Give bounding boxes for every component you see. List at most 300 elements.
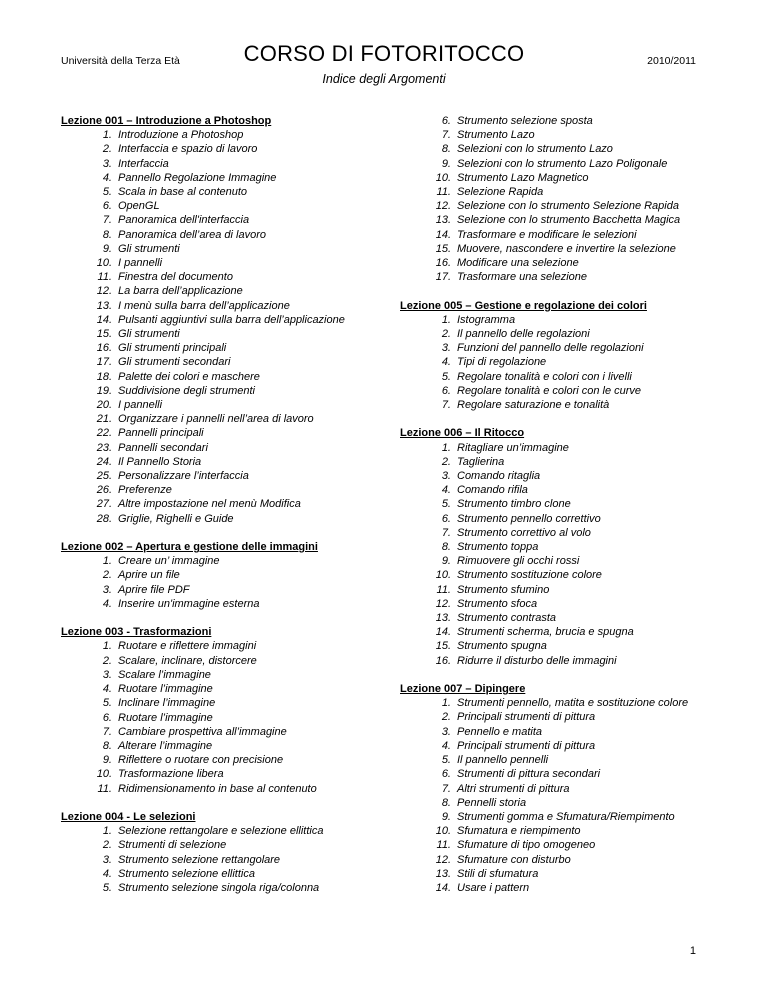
item-number: 4. <box>102 171 112 184</box>
item-number: 18. <box>96 370 112 383</box>
list-item <box>400 242 720 256</box>
item-text: Ridimensionamento in base al contenuto <box>118 782 317 795</box>
item-text: Selezione Rapida <box>457 186 544 199</box>
item-text: I pannelli <box>118 257 163 270</box>
item-text: Tipi di regolazione <box>457 356 547 369</box>
lesson-section <box>61 810 381 895</box>
list-item <box>400 512 720 526</box>
item-number: 4. <box>102 867 112 880</box>
topic-list <box>400 441 720 668</box>
item-text: Gli strumenti <box>118 242 180 255</box>
item-number: 13. <box>435 612 451 625</box>
item-number: 8. <box>441 143 451 156</box>
item-number: 15. <box>435 242 451 255</box>
institution-name: Università della Terza Età <box>61 55 180 67</box>
item-number: 10. <box>435 825 451 838</box>
item-number: 2. <box>102 569 112 582</box>
list-item <box>61 284 381 298</box>
item-number: 8. <box>102 228 112 241</box>
list-item <box>61 568 381 582</box>
list-item <box>61 767 381 781</box>
list-item <box>400 654 720 668</box>
list-item <box>61 867 381 881</box>
item-text: Rimuovere gli occhi rossi <box>457 555 580 568</box>
item-text: I menù sulla barra dell’applicazione <box>118 299 290 312</box>
item-text: Istogramma <box>457 313 516 326</box>
item-text: Usare i pattern <box>457 881 530 894</box>
list-item <box>61 739 381 753</box>
topic-list <box>61 128 381 526</box>
item-text: Pannelli secondari <box>118 441 208 454</box>
list-item <box>400 639 720 653</box>
item-number: 7. <box>441 526 451 539</box>
item-number: 7. <box>102 725 112 738</box>
item-text: Selezione rettangolare e selezione ellittica <box>118 825 324 838</box>
list-item <box>61 469 381 483</box>
list-item <box>400 710 720 724</box>
topic-list <box>61 639 381 795</box>
list-item <box>400 370 720 384</box>
item-number: 6. <box>441 512 451 525</box>
item-text: Scala in base al contenuto <box>118 186 248 199</box>
item-number: 20. <box>96 399 112 412</box>
item-text: Strumenti gomma e Sfumatura/Riempimento <box>457 810 675 823</box>
item-text: Stili di sfumatura <box>457 867 539 880</box>
item-text: Strumento selezione rettangolare <box>118 853 281 866</box>
list-item <box>400 497 720 511</box>
item-number: 11. <box>436 583 451 596</box>
item-text: Muovere, nascondere e invertire la selezione <box>457 242 676 255</box>
list-item <box>61 313 381 327</box>
item-text: Strumenti di pittura secondari <box>457 768 601 781</box>
list-item <box>400 853 720 867</box>
item-text: Sfumature di tipo omogeneo <box>457 839 596 852</box>
item-number: 9. <box>102 242 112 255</box>
item-text: Strumenti scherma, brucia e spugna <box>457 626 634 639</box>
item-text: Palette dei colori e maschere <box>118 370 260 383</box>
list-item <box>61 782 381 796</box>
item-number: 5. <box>102 697 112 710</box>
list-item <box>400 753 720 767</box>
item-text: Strumento correttivo al volo <box>457 526 591 539</box>
item-text: Strumento toppa <box>457 541 539 554</box>
lesson-section <box>61 540 381 611</box>
list-item <box>61 299 381 313</box>
item-text: Modificare una selezione <box>457 257 579 270</box>
list-item <box>61 597 381 611</box>
item-text: Strumento selezione ellittica <box>118 867 255 880</box>
list-item <box>61 185 381 199</box>
item-text: Panoramica dell’area di lavoro <box>118 228 266 241</box>
item-number: 7. <box>441 782 451 795</box>
item-text: Gli strumenti secondari <box>118 356 231 369</box>
item-text: Inclinare l’immagine <box>118 697 216 710</box>
item-number: 7. <box>102 214 112 227</box>
item-number: 4. <box>441 484 451 497</box>
item-number: 1. <box>102 129 112 142</box>
item-number: 2. <box>102 143 112 156</box>
item-text: I pannelli <box>118 399 163 412</box>
item-number: 21. <box>96 413 112 426</box>
topic-list <box>400 313 720 412</box>
topic-list <box>400 696 720 895</box>
item-text: Alterare l’immagine <box>118 739 213 752</box>
item-number: 7. <box>441 399 451 412</box>
item-text: Altri strumenti di pittura <box>457 782 570 795</box>
item-text: Interfaccia <box>118 157 169 170</box>
item-number: 1. <box>102 825 112 838</box>
lesson-section <box>61 625 381 795</box>
item-number: 1. <box>441 313 451 326</box>
item-number: 12. <box>96 285 112 298</box>
item-number: 15. <box>96 328 112 341</box>
list-item <box>400 128 720 142</box>
item-text: Il Pannello Storia <box>118 455 202 468</box>
list-item <box>400 142 720 156</box>
list-item <box>61 654 381 668</box>
list-item <box>61 753 381 767</box>
item-number: 7. <box>441 129 451 142</box>
lesson-title: Lezione 002 – Apertura e gestione delle immagini <box>61 541 318 554</box>
item-text: La barra dell’applicazione <box>118 285 243 298</box>
item-number: 2. <box>441 455 451 468</box>
item-number: 9. <box>441 810 451 823</box>
item-text: Comando rifila <box>457 484 528 497</box>
item-number: 27. <box>96 498 112 511</box>
item-text: Strumento selezione sposta <box>457 115 593 127</box>
topic-list <box>61 554 381 611</box>
list-item <box>61 838 381 852</box>
item-number: 1. <box>102 555 112 568</box>
list-item <box>61 639 381 653</box>
item-text: Strumento Lazo <box>457 129 535 142</box>
item-text: Strumento pennello correttivo <box>457 512 601 525</box>
list-item <box>61 554 381 568</box>
item-text: Strumenti pennello, matita e sostituzione colore <box>457 697 689 710</box>
item-text: Regolare tonalità e colori con le curve <box>457 384 642 397</box>
item-text: Strumento sfoca <box>457 597 538 610</box>
item-text: Strumento selezione singola riga/colonna <box>118 881 320 894</box>
item-number: 16. <box>96 342 112 355</box>
item-number: 9. <box>441 157 451 170</box>
list-item <box>400 313 720 327</box>
list-item <box>61 341 381 355</box>
item-text: Personalizzare l’interfaccia <box>118 470 249 483</box>
item-number: 16. <box>435 654 451 667</box>
item-number: 1. <box>441 697 451 710</box>
item-text: Selezioni con lo strumento Lazo <box>457 143 613 156</box>
item-number: 13. <box>96 299 112 312</box>
list-item <box>61 824 381 838</box>
list-item <box>61 441 381 455</box>
list-item <box>400 398 720 412</box>
item-number: 1. <box>102 640 112 653</box>
list-item <box>400 725 720 739</box>
item-number: 11. <box>436 839 451 852</box>
item-text: Ruotare l’immagine <box>118 683 213 696</box>
list-item <box>61 881 381 895</box>
list-item <box>400 782 720 796</box>
list-item <box>61 142 381 156</box>
item-text: Scalare l’immagine <box>118 668 211 681</box>
item-number: 5. <box>102 186 112 199</box>
list-item <box>400 625 720 639</box>
list-item <box>400 867 720 881</box>
item-text: Interfaccia e spazio di lavoro <box>118 143 258 156</box>
list-item <box>61 583 381 597</box>
document-title: CORSO DI FOTORITOCCO <box>243 41 525 66</box>
item-number: 4. <box>102 597 112 610</box>
list-item <box>400 696 720 710</box>
item-text: Ridurre il disturbo delle immagini <box>457 654 617 667</box>
list-item <box>400 441 720 455</box>
item-text: Strumento spugna <box>457 640 547 653</box>
lesson-title: Lezione 006 – Il Ritocco <box>400 427 525 440</box>
item-number: 3. <box>441 342 451 355</box>
item-number: 10. <box>435 569 451 582</box>
item-text: Ruotare l’immagine <box>118 711 213 724</box>
list-item <box>61 171 381 185</box>
item-text: Strumenti di selezione <box>118 839 227 852</box>
list-item <box>400 327 720 341</box>
item-text: Sfumature con disturbo <box>457 853 571 866</box>
item-number: 2. <box>102 654 112 667</box>
list-item <box>61 668 381 682</box>
list-item <box>400 796 720 810</box>
item-number: 14. <box>435 626 451 639</box>
list-item <box>400 256 720 270</box>
list-item <box>400 469 720 483</box>
item-number: 3. <box>102 157 112 170</box>
item-text: Taglierina <box>457 455 505 468</box>
item-text: Comando ritaglia <box>457 470 541 483</box>
item-text: Altre impostazione nel menù Modifica <box>118 498 301 511</box>
list-item <box>400 171 720 185</box>
topic-list <box>61 824 381 895</box>
item-number: 11. <box>436 186 451 199</box>
item-text: Selezioni con lo strumento Lazo Poligonale <box>457 157 668 170</box>
list-item <box>400 568 720 582</box>
list-item <box>61 696 381 710</box>
item-text: Preferenze <box>118 484 172 497</box>
lesson-section <box>400 426 720 667</box>
list-item <box>61 682 381 696</box>
list-item <box>61 228 381 242</box>
list-item <box>61 370 381 384</box>
lesson-section <box>400 682 720 895</box>
lesson-section <box>400 114 720 284</box>
lesson-title: Lezione 007 – Dipingere <box>400 683 526 696</box>
list-item <box>400 526 720 540</box>
list-item <box>400 824 720 838</box>
item-text: Gli strumenti principali <box>118 342 227 355</box>
item-text: Principali strumenti di pittura <box>457 711 596 724</box>
list-item <box>400 583 720 597</box>
item-text: Panoramica dell'interfaccia <box>118 214 250 227</box>
list-item <box>61 512 381 526</box>
list-item <box>400 739 720 753</box>
lesson-title: Lezione 001 – Introduzione a Photoshop <box>61 115 272 127</box>
item-number: 11. <box>97 782 112 795</box>
item-text: Organizzare i pannelli nell’area di lavoro <box>118 413 314 426</box>
topic-list <box>400 114 720 284</box>
item-text: Ritagliare un’immagine <box>457 441 569 454</box>
list-item <box>400 185 720 199</box>
lesson-title: Lezione 005 – Gestione e regolazione dei colori <box>400 299 647 312</box>
list-item <box>400 270 720 284</box>
list-item <box>400 597 720 611</box>
list-item <box>61 455 381 469</box>
item-number: 17. <box>96 356 112 369</box>
item-text: Trasformare e modificare le selezioni <box>457 228 637 241</box>
list-item <box>61 242 381 256</box>
item-text: Pennello e matita <box>457 725 542 738</box>
item-number: 23. <box>96 441 112 454</box>
item-text: Trasformazione libera <box>118 768 224 781</box>
list-item <box>61 355 381 369</box>
lesson-title: Lezione 003 - Trasformazioni <box>61 626 212 639</box>
list-item <box>61 199 381 213</box>
item-number: 14. <box>435 228 451 241</box>
item-text: Trasformare una selezione <box>457 271 588 284</box>
list-item <box>61 270 381 284</box>
item-text: Riflettere o ruotare con precisione <box>118 754 284 767</box>
item-text: Aprire un file <box>118 569 180 582</box>
item-number: 24. <box>96 455 112 468</box>
item-number: 1. <box>441 441 451 454</box>
item-number: 12. <box>435 853 451 866</box>
list-item <box>61 157 381 171</box>
item-text: Regolare tonalità e colori con i livelli <box>457 370 632 383</box>
list-item <box>61 128 381 142</box>
list-item <box>61 256 381 270</box>
item-number: 19. <box>96 384 112 397</box>
item-number: 4. <box>102 683 112 696</box>
item-text: Strumento Lazo Magnetico <box>457 171 589 184</box>
list-item <box>400 228 720 242</box>
lesson-title: Lezione 004 - Le selezioni <box>61 810 196 823</box>
item-number: 3. <box>102 668 112 681</box>
list-item <box>61 711 381 725</box>
list-item <box>400 881 720 895</box>
item-number: 16. <box>435 257 451 270</box>
item-text: Il pannello delle regolazioni <box>457 328 590 341</box>
item-number: 14. <box>435 881 451 894</box>
item-number: 17. <box>435 271 451 284</box>
item-text: Aprire file PDF <box>118 583 190 596</box>
list-item <box>400 114 720 128</box>
item-text: Introduzione a Photoshop <box>118 129 244 142</box>
item-number: 9. <box>441 555 451 568</box>
list-item <box>61 398 381 412</box>
list-item <box>400 483 720 497</box>
list-item <box>61 412 381 426</box>
left-column <box>61 114 381 909</box>
item-number: 2. <box>441 328 451 341</box>
list-item <box>400 199 720 213</box>
list-item <box>61 483 381 497</box>
list-item <box>400 540 720 554</box>
list-item <box>400 213 720 227</box>
item-number: 8. <box>441 541 451 554</box>
item-text: Funzioni del pannello delle regolazioni <box>457 342 644 355</box>
list-item <box>400 384 720 398</box>
item-number: 5. <box>102 881 112 894</box>
item-number: 6. <box>102 200 112 213</box>
item-text: Pennelli storia <box>457 796 527 809</box>
item-number: 3. <box>102 853 112 866</box>
item-number: 10. <box>435 171 451 184</box>
list-item <box>400 341 720 355</box>
item-text: Cambiare prospettiva all’immagine <box>118 725 287 738</box>
item-text: Creare un’ immagine <box>118 555 220 568</box>
item-number: 13. <box>435 867 451 880</box>
item-text: Finestra del documento <box>118 271 233 284</box>
item-number: 3. <box>102 583 112 596</box>
list-item <box>400 355 720 369</box>
list-item <box>61 725 381 739</box>
item-number: 6. <box>441 115 451 127</box>
list-item <box>400 554 720 568</box>
item-text: Selezione con lo strumento Bacchetta Magica <box>457 214 681 227</box>
item-text: Scalare, inclinare, distorcere <box>118 654 257 667</box>
item-number: 11. <box>97 271 112 284</box>
item-number: 2. <box>441 711 451 724</box>
item-text: Regolare saturazione e tonalità <box>457 399 610 412</box>
item-number: 3. <box>441 725 451 738</box>
list-item <box>61 384 381 398</box>
lesson-section <box>61 114 381 526</box>
item-number: 4. <box>441 356 451 369</box>
list-item <box>61 853 381 867</box>
list-item <box>61 497 381 511</box>
item-text: Strumento sfumino <box>457 583 550 596</box>
item-text: Strumento contrasta <box>457 612 557 625</box>
item-text: Principali strumenti di pittura <box>457 739 596 752</box>
item-text: Sfumatura e riempimento <box>457 825 581 838</box>
item-number: 12. <box>435 200 451 213</box>
page-number: 1 <box>689 945 696 957</box>
item-text: Gli strumenti <box>118 328 180 341</box>
item-text: Pulsanti aggiuntivi sulla barra dell’applicazione <box>118 313 345 326</box>
list-item <box>400 157 720 171</box>
lesson-section <box>400 299 720 413</box>
item-text: Inserire un'immagine esterna <box>118 597 260 610</box>
item-text: Pannello Regolazione Immagine <box>118 171 277 184</box>
item-number: 28. <box>96 512 112 525</box>
item-text: Suddivisione degli strumenti <box>118 384 255 397</box>
academic-year: 2010/2011 <box>647 55 696 67</box>
item-number: 8. <box>102 739 112 752</box>
item-number: 3. <box>441 470 451 483</box>
item-number: 4. <box>441 739 451 752</box>
item-text: Ruotare e riflettere immagini <box>118 640 257 653</box>
item-number: 12. <box>435 597 451 610</box>
item-number: 6. <box>102 711 112 724</box>
item-text: Strumento sostituzione colore <box>457 569 602 582</box>
item-text: OpenGL <box>118 200 160 213</box>
item-number: 25. <box>96 470 112 483</box>
list-item <box>400 455 720 469</box>
list-item <box>61 327 381 341</box>
item-number: 14. <box>96 313 112 326</box>
document-subtitle: Indice degli Argomenti <box>322 72 446 86</box>
item-text: Griglie, Righelli e Guide <box>118 512 234 525</box>
item-number: 2. <box>102 839 112 852</box>
item-text: Strumento timbro clone <box>457 498 571 511</box>
list-item <box>400 838 720 852</box>
item-number: 5. <box>441 754 451 767</box>
